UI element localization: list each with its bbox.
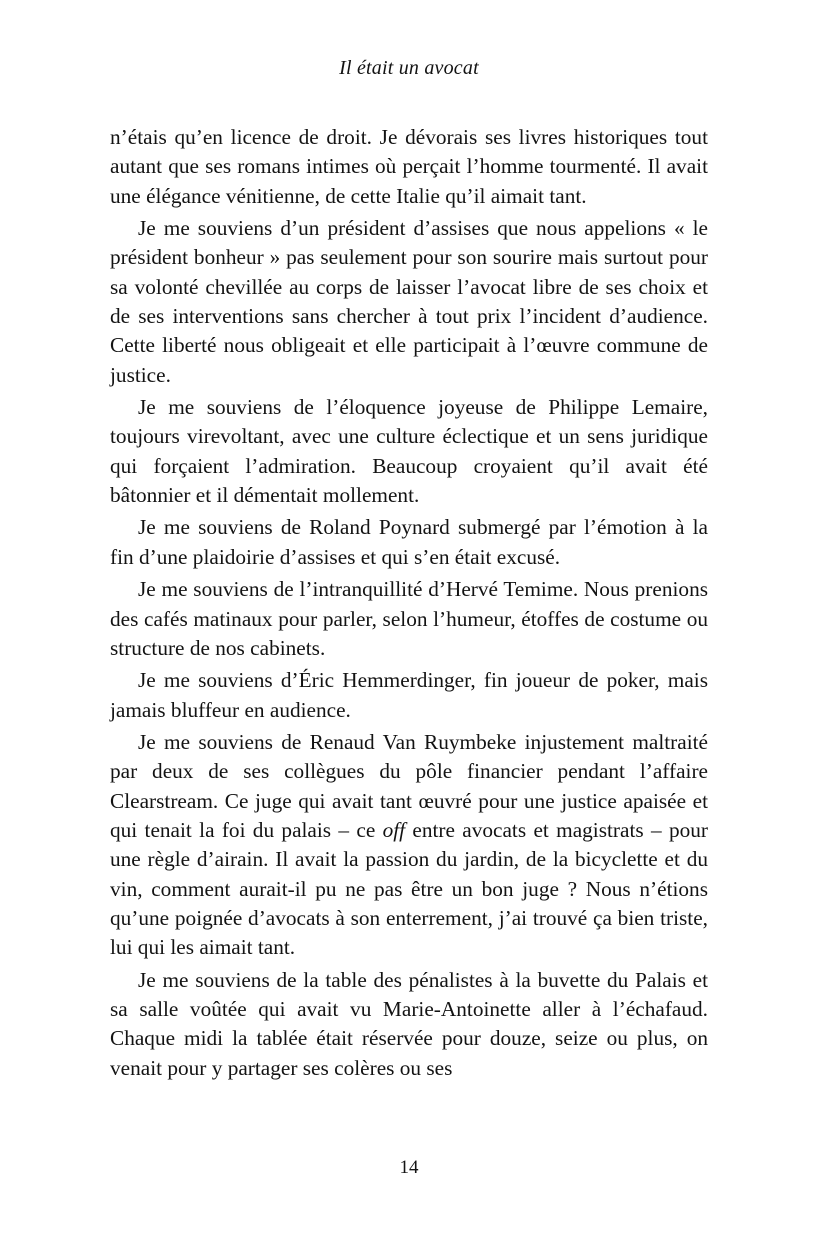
running-head: Il était un avocat — [339, 57, 479, 79]
page-body — [110, 123, 708, 1086]
paragraph: Je me souviens de l’intranquillité d’Hervé Temime. Nous prenions des cafés matinaux pour parler, selon l’humeur, étoffes de costume ou structure de nos cabinets. — [110, 577, 708, 660]
paragraph: Je me souviens de Roland Poynard submergé par l’émotion à la fin d’une plaidoirie d’assises et qui s’en était excusé. — [110, 515, 708, 569]
paragraph: n’étais qu’en licence de droit. Je dévorais ses livres historiques tout autant que ses romans intimes où perçait l’homme tourmenté. Il avait une élégance vénitienne, de cette Italie qu’il aimait tant. — [110, 125, 708, 208]
paragraph: Je me souviens de Renaud Van Ruymbeke injustement maltraité par deux de ses collègues du pôle financier pendant l’affaire Clearstream. Ce juge qui avait tant œuvré pour une justice apaisée et qui tenait la foi du palais – ce off entre avocats et magistrats – pour une règle d’airain. Il avait la passion du jardin, de la bicyclette et du vin, comment aurait-il pu ne pas être un bon juge ? Nous n’étions qu’une poignée d’avocats à son enterrement, j’ai trouvé ça bien triste, lui qui les aimait tant. — [110, 729, 708, 960]
paragraph: Je me souviens d’Éric Hemmerdinger, fin joueur de poker, mais jamais bluffeur en audience. — [110, 668, 708, 722]
page-number: 14 — [399, 1157, 419, 1178]
paragraph: Je me souviens de la table des pénalistes à la buvette du Palais et sa salle voûtée qui avait vu Marie-Antoinette aller à l’échafaud. Chaque midi la tablée était réservée pour douze, seize ou plus, on venait pour y partager ses colères ou ses — [110, 967, 708, 1080]
italic-text: off — [382, 817, 406, 842]
paragraph: Je me souviens d’un président d’assises que nous appelions « le président bonheur » pas seulement pour son sourire mais surtout pour sa volonté chevillée au corps de laisser l’avocat libre de ses choix et de ses interventions sans chercher à tout prix l’incident d’audience. Cette liberté nous obligeait et elle participait à l’œuvre commune de justice. — [110, 216, 708, 387]
paragraph: Je me souviens de l’éloquence joyeuse de Philippe Lemaire, toujours virevoltant, avec une culture éclectique et un sens juridique qui forçaient l’admiration. Beaucoup croyaient qu’il avait été bâtonnier et il démentait mollement. — [110, 395, 708, 508]
